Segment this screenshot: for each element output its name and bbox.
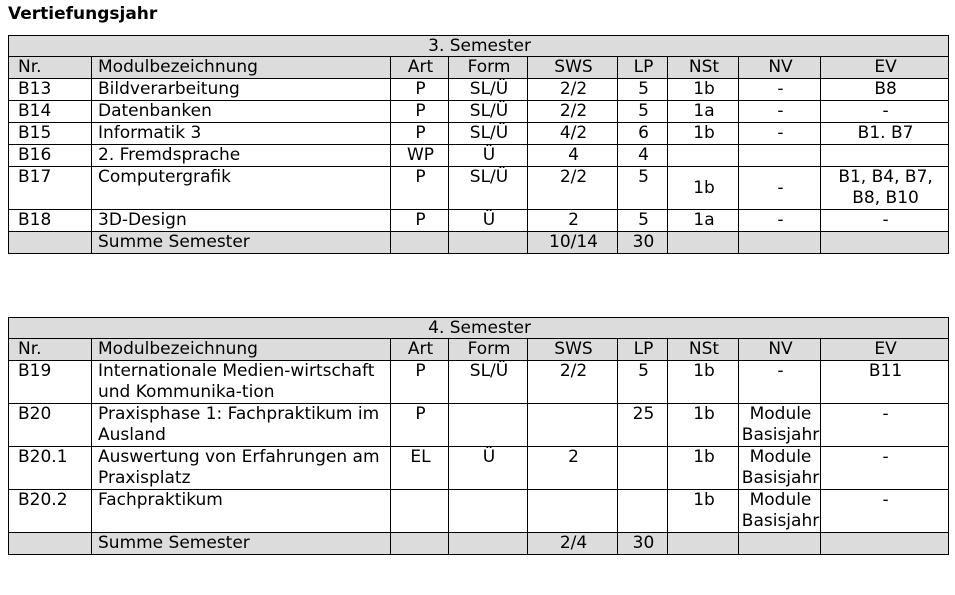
col-header-ev: EV [821, 339, 949, 361]
col-header-sws: SWS [528, 57, 618, 79]
cell-nst: 1a [668, 101, 739, 123]
cell-nr: B14 [9, 101, 92, 123]
cell-sws: 2/2 [528, 79, 618, 101]
table-row [9, 404, 949, 447]
col-header-form: Form [449, 339, 528, 361]
cell-nst: 1b [668, 123, 739, 145]
cell-nr: B16 [9, 145, 92, 167]
cell-form: SL/Ü [449, 167, 528, 210]
cell-ev: - [821, 490, 949, 533]
cell-form: Ü [449, 447, 528, 490]
cell-nst: 1b [668, 447, 739, 490]
semester-title: 3. Semester [9, 36, 949, 57]
cell-nr: B20.2 [9, 490, 92, 533]
sum-label: Summe Semester [92, 232, 391, 254]
cell-name: Datenbanken [92, 101, 391, 123]
cell-nst [668, 145, 739, 167]
cell-form: SL/Ü [449, 101, 528, 123]
page-heading: Vertiefungsjahr [8, 4, 158, 24]
cell-name: 2. Fremdsprache [92, 145, 391, 167]
table-row [9, 101, 949, 123]
cell-name: Bildverarbeitung [92, 79, 391, 101]
cell-art: P [391, 210, 449, 232]
sum-lp: 30 [618, 232, 668, 254]
cell-name: Praxisphase 1: Fachpraktikum im Ausland [92, 404, 391, 447]
cell-sws: 2 [528, 447, 618, 490]
cell-sws [528, 404, 618, 447]
cell-nst: 1a [668, 210, 739, 232]
cell-nst: 1b [668, 167, 739, 210]
cell-ev: B1, B4, B7, B8, B10 [821, 167, 949, 210]
cell-nv: - [739, 79, 821, 101]
table-row [9, 167, 949, 210]
cell-lp: 4 [618, 145, 668, 167]
cell-lp: 6 [618, 123, 668, 145]
table-row [9, 145, 949, 167]
cell-form: SL/Ü [449, 123, 528, 145]
cell-form: SL/Ü [449, 79, 528, 101]
cell-nr: B13 [9, 79, 92, 101]
cell-form: SL/Ü [449, 361, 528, 404]
cell-nst: 1b [668, 361, 739, 404]
table-row [9, 361, 949, 404]
cell-nv: - [739, 123, 821, 145]
cell-nv [739, 145, 821, 167]
col-header-nv: NV [739, 57, 821, 79]
col-header-lp: LP [618, 57, 668, 79]
cell-name: Computergrafik [92, 167, 391, 210]
cell-nr: B15 [9, 123, 92, 145]
sum-sws: 2/4 [528, 533, 618, 555]
cell-lp: 5 [618, 361, 668, 404]
cell-art: WP [391, 145, 449, 167]
cell-nst: 1b [668, 490, 739, 533]
cell-sws: 2/2 [528, 101, 618, 123]
cell-ev: - [821, 210, 949, 232]
cell-ev: - [821, 404, 949, 447]
col-header-lp: LP [618, 339, 668, 361]
cell-lp: 5 [618, 79, 668, 101]
cell-name: Informatik 3 [92, 123, 391, 145]
header-row [9, 57, 949, 79]
cell-sws: 2 [528, 210, 618, 232]
sum-label: Summe Semester [92, 533, 391, 555]
cell-lp: 25 [618, 404, 668, 447]
cell-nr: B20.1 [9, 447, 92, 490]
sum-lp: 30 [618, 533, 668, 555]
cell-name: Fachpraktikum [92, 490, 391, 533]
cell-sws: 2/2 [528, 361, 618, 404]
cell-ev: - [821, 447, 949, 490]
cell-lp [618, 490, 668, 533]
header-row [9, 339, 949, 361]
col-header-modulbezeichnung: Modulbezeichnung [92, 339, 391, 361]
semester-3-table [8, 35, 949, 254]
col-header-nv: NV [739, 339, 821, 361]
cell-nv: - [739, 210, 821, 232]
sum-row [9, 533, 949, 555]
cell-ev [821, 145, 949, 167]
semester-4-table [8, 317, 949, 555]
cell-lp [618, 447, 668, 490]
cell-name: 3D-Design [92, 210, 391, 232]
cell-nst: 1b [668, 404, 739, 447]
col-header-form: Form [449, 57, 528, 79]
cell-lp: 5 [618, 167, 668, 210]
cell-ev: B8 [821, 79, 949, 101]
cell-sws: 4/2 [528, 123, 618, 145]
sum-row [9, 232, 949, 254]
table-row [9, 210, 949, 232]
col-header-nr: Nr. [9, 57, 92, 79]
cell-nv: - [739, 361, 821, 404]
semester-title: 4. Semester [9, 318, 949, 339]
col-header-nr: Nr. [9, 339, 92, 361]
col-header-art: Art [391, 339, 449, 361]
cell-art: P [391, 361, 449, 404]
cell-form [449, 404, 528, 447]
cell-form [449, 490, 528, 533]
cell-nv: Module Basisjahr [739, 447, 821, 490]
cell-art: P [391, 167, 449, 210]
cell-lp: 5 [618, 210, 668, 232]
cell-lp: 5 [618, 101, 668, 123]
cell-nr: B17 [9, 167, 92, 210]
cell-sws: 2/2 [528, 167, 618, 210]
cell-form: Ü [449, 210, 528, 232]
col-header-sws: SWS [528, 339, 618, 361]
col-header-nst: NSt [668, 57, 739, 79]
cell-art: EL [391, 447, 449, 490]
table-row [9, 123, 949, 145]
cell-nst: 1b [668, 79, 739, 101]
cell-name: Auswertung von Erfahrungen am Praxisplatz [92, 447, 391, 490]
cell-nr: B19 [9, 361, 92, 404]
table-row [9, 79, 949, 101]
cell-nv: Module Basisjahr [739, 404, 821, 447]
sum-sws: 10/14 [528, 232, 618, 254]
cell-form: Ü [449, 145, 528, 167]
cell-sws [528, 490, 618, 533]
cell-art: P [391, 123, 449, 145]
cell-name: Internationale Medien-wirtschaft und Kommunika-tion [92, 361, 391, 404]
table-row [9, 447, 949, 490]
col-header-nst: NSt [668, 339, 739, 361]
cell-nr: B20 [9, 404, 92, 447]
table-row [9, 490, 949, 533]
cell-art [391, 490, 449, 533]
cell-nv: - [739, 167, 821, 210]
col-header-modulbezeichnung: Modulbezeichnung [92, 57, 391, 79]
cell-sws: 4 [528, 145, 618, 167]
cell-nv: - [739, 101, 821, 123]
col-header-ev: EV [821, 57, 949, 79]
cell-art: P [391, 79, 449, 101]
cell-nr: B18 [9, 210, 92, 232]
cell-art: P [391, 404, 449, 447]
cell-ev: B11 [821, 361, 949, 404]
cell-art: P [391, 101, 449, 123]
cell-ev: - [821, 101, 949, 123]
col-header-art: Art [391, 57, 449, 79]
cell-nv: Module Basisjahr [739, 490, 821, 533]
cell-ev: B1. B7 [821, 123, 949, 145]
